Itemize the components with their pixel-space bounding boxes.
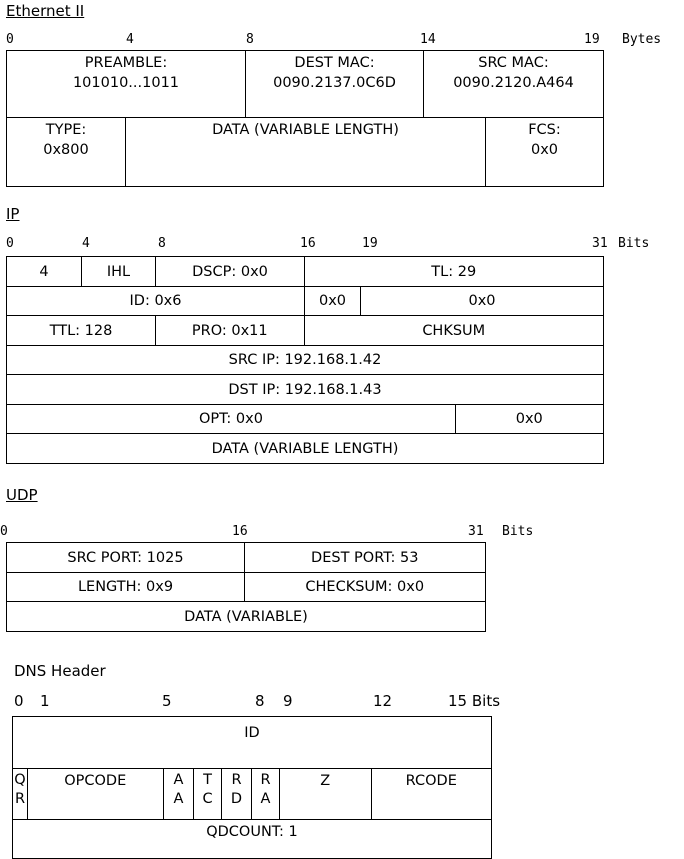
udp-tick-0: 0: [0, 524, 8, 539]
dns-opcode-field: [27, 768, 165, 821]
ethernet-unit-label: Bytes: [622, 32, 662, 47]
ip-tick-0: 0: [6, 236, 14, 251]
udp-dest-port-value: DEST PORT: 53: [311, 549, 419, 566]
ip-ihl-field: [81, 256, 157, 287]
dest-mac-value: 0090.2137.0C6D: [273, 75, 396, 91]
ip-src-ip-field: [6, 345, 604, 376]
dns-rcode-field: [371, 768, 493, 821]
ethernet-tick-4: 4: [126, 32, 134, 47]
ip-title: IP: [6, 205, 20, 223]
ip-dscp-value: DSCP: 0x0: [192, 263, 268, 280]
dns-id-value: ID: [244, 725, 260, 741]
udp-length-value: LENGTH: 0x9: [77, 579, 174, 595]
dns-rd-field: [221, 768, 253, 821]
dns-rd-line2: D: [230, 790, 243, 807]
ip-tl-value: TL: 29: [431, 263, 477, 280]
udp-src-port-value: SRC PORT: 1025: [67, 549, 184, 566]
dns-tick-9: 9: [283, 692, 293, 710]
dns-opcode-value: OPCODE: [64, 772, 127, 789]
dns-tick-8: 8: [255, 692, 265, 710]
ip-version-value: 4: [39, 263, 49, 280]
ip-checksum-field: [304, 315, 605, 346]
dns-tick-12: 12: [373, 692, 393, 710]
dns-tc-line1: T: [203, 771, 212, 788]
dns-ra-line2: A: [260, 790, 271, 807]
dns-rd-line1: R: [231, 771, 242, 788]
ip-checksum-value: CHKSUM: [422, 322, 486, 339]
ip-dscp-field: [155, 256, 305, 287]
dns-tick-1: 1: [40, 692, 50, 710]
udp-dest-port-field: [244, 542, 487, 573]
dns-tc-field: [193, 768, 222, 821]
ip-protocol-field: [155, 315, 306, 346]
dns-z-value: Z: [320, 772, 331, 789]
ip-fragment-offset-field: [360, 286, 604, 317]
ip-padding-value: 0x0: [515, 411, 543, 427]
ethernet-preamble-field: [6, 50, 246, 118]
ip-tick-31: 31: [592, 236, 608, 251]
udp-checksum-value: CHECKSUM: 0x0: [305, 579, 425, 595]
dns-tick-15-bits: 15 Bits: [448, 692, 501, 710]
ip-flags-value: 0x0: [318, 293, 347, 309]
ethernet-data-field: [125, 117, 487, 187]
dns-qdcount-field: [12, 819, 492, 859]
dns-qr-line2: R: [14, 790, 26, 807]
ethernet-title: Ethernet II: [6, 2, 85, 20]
dns-z-field: [279, 768, 373, 821]
fcs-value: 0x0: [530, 141, 559, 158]
ip-ttl-field: [6, 315, 156, 346]
udp-data-value: DATA (VARIABLE): [184, 608, 308, 625]
fcs-label: FCS:: [528, 121, 561, 138]
udp-length-field: [6, 572, 245, 603]
ip-padding-field: [455, 404, 605, 435]
dns-ra-line1: R: [260, 771, 271, 788]
ip-total-length-field: [304, 256, 605, 287]
udp-unit-label: Bits: [502, 524, 534, 539]
ethernet-tick-19: 19: [584, 32, 600, 47]
dns-rcode-value: RCODE: [405, 772, 457, 789]
dns-aa-field: [163, 768, 195, 821]
ip-id-value: ID: 0x6: [129, 293, 182, 309]
dns-tc-line2: C: [202, 790, 213, 807]
ip-dst-ip-field: [6, 374, 604, 405]
ethernet-dest-mac-field: [245, 50, 425, 118]
ip-src-ip-value: SRC IP: 192.168.1.42: [228, 352, 382, 368]
dns-aa-line2: A: [173, 790, 184, 807]
ip-options-field: [6, 404, 456, 435]
src-mac-value: 0090.2120.A464: [453, 75, 574, 91]
ip-data-field: [6, 433, 604, 464]
ethernet-tick-0: 0: [6, 32, 14, 47]
udp-data-field: [6, 601, 486, 632]
udp-src-port-field: [6, 542, 245, 573]
ip-tick-16: 16: [300, 236, 316, 251]
dest-mac-label: DEST MAC:: [294, 55, 375, 71]
ethernet-type-field: [6, 117, 126, 187]
ip-unit-label: Bits: [618, 236, 650, 251]
dns-tick-5: 5: [162, 692, 172, 710]
ip-frag-offset-value: 0x0: [468, 293, 496, 309]
ip-tick-19: 19: [362, 236, 378, 251]
udp-title: UDP: [6, 486, 38, 504]
type-value: 0x800: [43, 141, 89, 158]
dns-title: DNS Header: [14, 662, 106, 680]
dns-qr-line1: Q: [14, 771, 26, 788]
ip-protocol-value: PRO: 0x11: [191, 322, 268, 339]
ip-data-value: DATA (VARIABLE LENGTH): [211, 440, 399, 457]
ip-flags-field: [304, 286, 362, 317]
ethernet-tick-8: 8: [246, 32, 254, 47]
ethernet-tick-14: 14: [420, 32, 436, 47]
udp-tick-31: 31: [468, 524, 484, 539]
dns-qdcount-value: QDCOUNT: 1: [206, 824, 298, 840]
ip-identification-field: [6, 286, 305, 317]
dns-ra-field: [251, 768, 280, 821]
src-mac-label: SRC MAC:: [478, 55, 549, 71]
type-label: TYPE:: [45, 121, 87, 138]
ip-ttl-value: TTL: 128: [49, 322, 113, 339]
ethernet-data-label: DATA (VARIABLE LENGTH): [212, 121, 399, 138]
ip-version-field: [6, 256, 82, 287]
ethernet-fcs-field: [485, 117, 604, 187]
ethernet-src-mac-field: [423, 50, 604, 118]
ip-tick-8: 8: [158, 236, 166, 251]
ip-dst-ip-value: DST IP: 192.168.1.43: [228, 381, 382, 398]
ip-tick-4: 4: [82, 236, 90, 251]
preamble-value: 101010...1011: [72, 75, 180, 91]
dns-aa-line1: A: [173, 771, 184, 788]
udp-checksum-field: [244, 572, 487, 603]
udp-tick-16: 16: [232, 524, 248, 539]
preamble-label: PREAMBLE:: [84, 55, 168, 71]
ip-options-value: OPT: 0x0: [199, 411, 263, 427]
ip-ihl-value: IHL: [106, 263, 131, 280]
dns-id-field: [12, 716, 492, 769]
dns-tick-0: 0: [14, 692, 24, 710]
